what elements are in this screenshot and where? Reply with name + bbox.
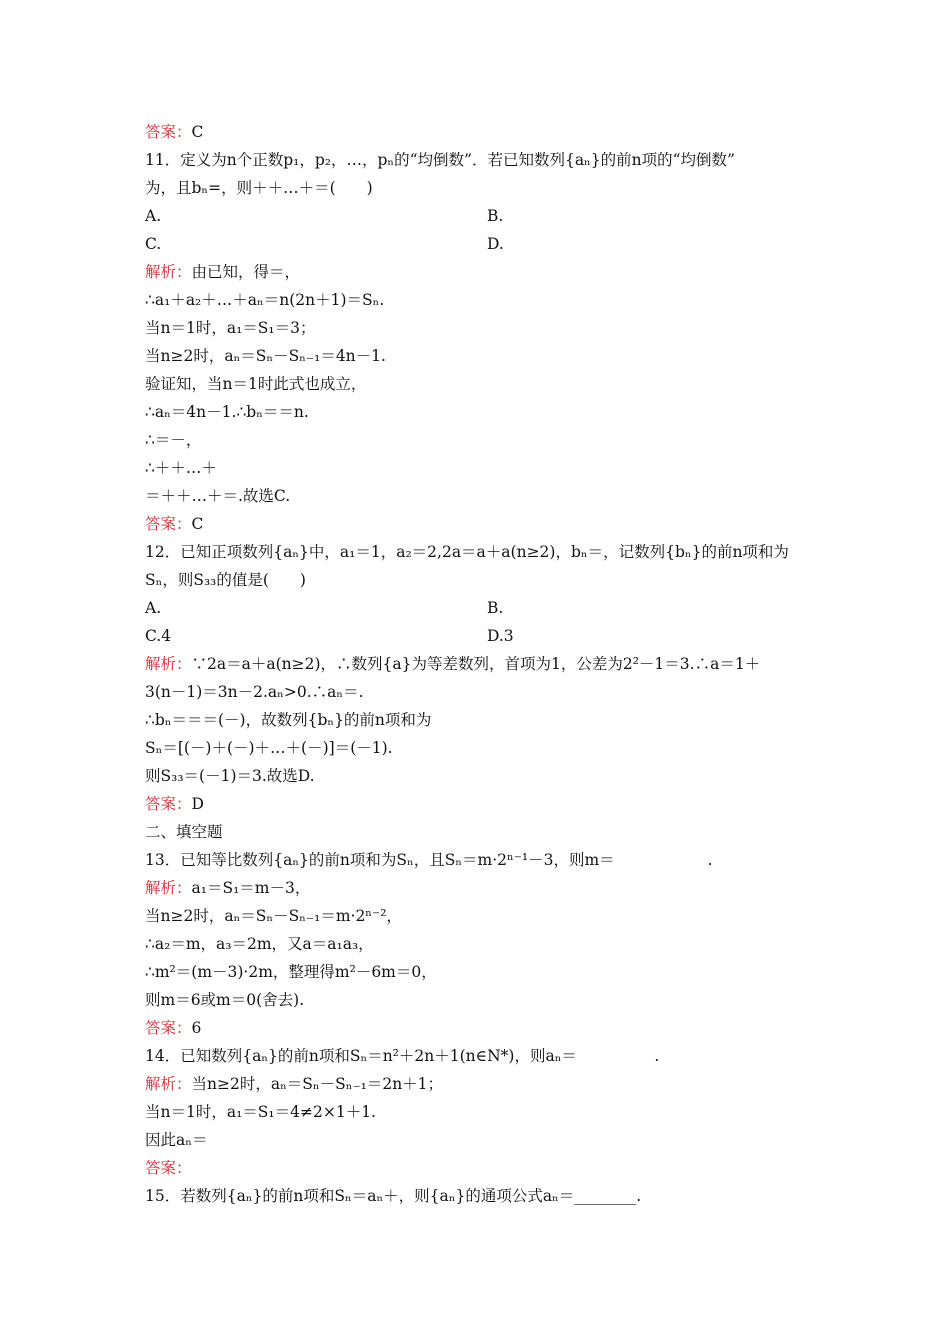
doc-line: 当n≥2时，aₙ＝Sₙ－Sₙ₋₁＝4n－1. xyxy=(145,347,386,365)
option-c: C. xyxy=(145,235,162,253)
option-b: B. xyxy=(487,207,504,225)
option-row xyxy=(145,206,161,226)
doc-line: ∴＋＋…＋ xyxy=(145,459,217,477)
question-11-text: 11．定义为n个正数p₁，p₂，…，pₙ的“均倒数”．若已知数列{aₙ}的前n项的“均倒数” xyxy=(145,151,735,169)
doc-line: 答案：6 xyxy=(145,1019,202,1037)
option-a: A. xyxy=(145,599,162,617)
doc-line: ∴m²＝(m－3)·2m，整理得m²－6m＝0， xyxy=(145,963,437,981)
doc-line: ∴＝－， xyxy=(145,431,202,449)
doc-line: 则S₃₃＝(－1)＝3.故选D. xyxy=(145,767,315,785)
question-13-text: 13．已知等比数列{aₙ}的前n项和为Sₙ，且Sₙ＝m·2ⁿ⁻¹－3，则m＝ . xyxy=(145,851,713,869)
doc-line: 当n≥2时，aₙ＝Sₙ－Sₙ₋₁＝m·2ⁿ⁻²， xyxy=(145,907,402,925)
doc-line: Sₙ＝[(－)＋(－)＋…＋(－)]＝(－1). xyxy=(145,739,393,757)
option-d: D.3 xyxy=(487,627,514,645)
option-row xyxy=(487,626,514,646)
option-b: B. xyxy=(487,599,504,617)
doc-line: 因此aₙ＝ xyxy=(145,1131,208,1149)
option-row xyxy=(145,598,161,618)
doc-line xyxy=(145,542,789,562)
doc-line: 3(n－1)＝3n－2.aₙ>0.∴aₙ＝. xyxy=(145,683,364,701)
doc-line: 为，且bₙ=，则＋＋…＋＝( ) xyxy=(145,179,373,197)
doc-line: ∴a₂＝m，a₃＝2m，又a＝a₁a₃， xyxy=(145,935,374,953)
answer-label: 答案： xyxy=(145,1159,192,1177)
option-c: C.4 xyxy=(145,627,172,645)
doc-line xyxy=(145,150,735,170)
doc-line xyxy=(145,1186,641,1206)
doc-line xyxy=(145,1046,659,1066)
doc-line: 答案：D xyxy=(145,795,204,813)
option-row xyxy=(145,234,161,254)
option-d: D. xyxy=(487,235,504,253)
doc-line: 当n＝1时，a₁＝S₁＝3； xyxy=(145,319,316,337)
section-heading: 二、填空题 xyxy=(145,823,223,841)
doc-line: 解析：由已知，得＝， xyxy=(145,263,301,281)
question-12-text: 12．已知正项数列{aₙ}中，a₁＝1，a₂＝2,2a＝a＋a(n≥2)，bₙ＝，记数列{bₙ}的前n项和为 xyxy=(145,543,789,561)
option-row xyxy=(487,598,503,618)
doc-line: 解析：∵2a＝a＋a(n≥2)，∴数列{a}为等差数列，首项为1，公差为2²－1＝3.∴a＝1＋ xyxy=(145,655,761,673)
doc-line xyxy=(145,1158,192,1178)
option-row xyxy=(487,206,503,226)
solution-label: 解析： xyxy=(145,263,192,281)
doc-line: Sₙ，则S₃₃的值是( ) xyxy=(145,571,306,589)
doc-line: 答案：C xyxy=(145,123,204,141)
doc-line: 答案：C xyxy=(145,515,204,533)
question-15-text: 15．若数列{aₙ}的前n项和Sₙ＝aₙ＋，则{aₙ}的通项公式aₙ＝________. xyxy=(145,1187,642,1205)
doc-line xyxy=(145,850,713,870)
doc-line: 解析：a₁＝S₁＝m－3， xyxy=(145,879,311,897)
question-14-text: 14．已知数列{aₙ}的前n项和Sₙ＝n²＋2n＋1(n∈N*)，则aₙ＝ . xyxy=(145,1047,660,1065)
doc-line: ∴a₁＋a₂＋…＋aₙ＝n(2n＋1)＝Sₙ. xyxy=(145,291,385,309)
answer-label: 答案： xyxy=(145,1019,192,1037)
answer-label: 答案： xyxy=(145,795,192,813)
doc-line: 则m＝6或m＝0(舍去). xyxy=(145,991,305,1009)
solution-label: 解析： xyxy=(145,655,192,673)
answer-label: 答案： xyxy=(145,123,192,141)
doc-line: ∴aₙ＝4n－1.∴bₙ＝＝n. xyxy=(145,403,309,421)
answer-label: 答案： xyxy=(145,515,192,533)
option-a: A. xyxy=(145,207,162,225)
solution-label: 解析： xyxy=(145,1075,192,1093)
option-row xyxy=(145,626,171,646)
solution-label: 解析： xyxy=(145,879,192,897)
option-row xyxy=(487,234,504,254)
doc-line: 验证知，当n＝1时此式也成立， xyxy=(145,375,367,393)
doc-line: 当n＝1时，a₁＝S₁＝4≠2×1＋1. xyxy=(145,1103,376,1121)
doc-line: 解析：当n≥2时，aₙ＝Sₙ－Sₙ₋₁＝2n＋1； xyxy=(145,1075,444,1093)
doc-line: ＝＋＋…＋＝.故选C. xyxy=(145,487,291,505)
doc-line: ∴bₙ＝＝＝(－)，故数列{bₙ}的前n项和为 xyxy=(145,711,432,729)
